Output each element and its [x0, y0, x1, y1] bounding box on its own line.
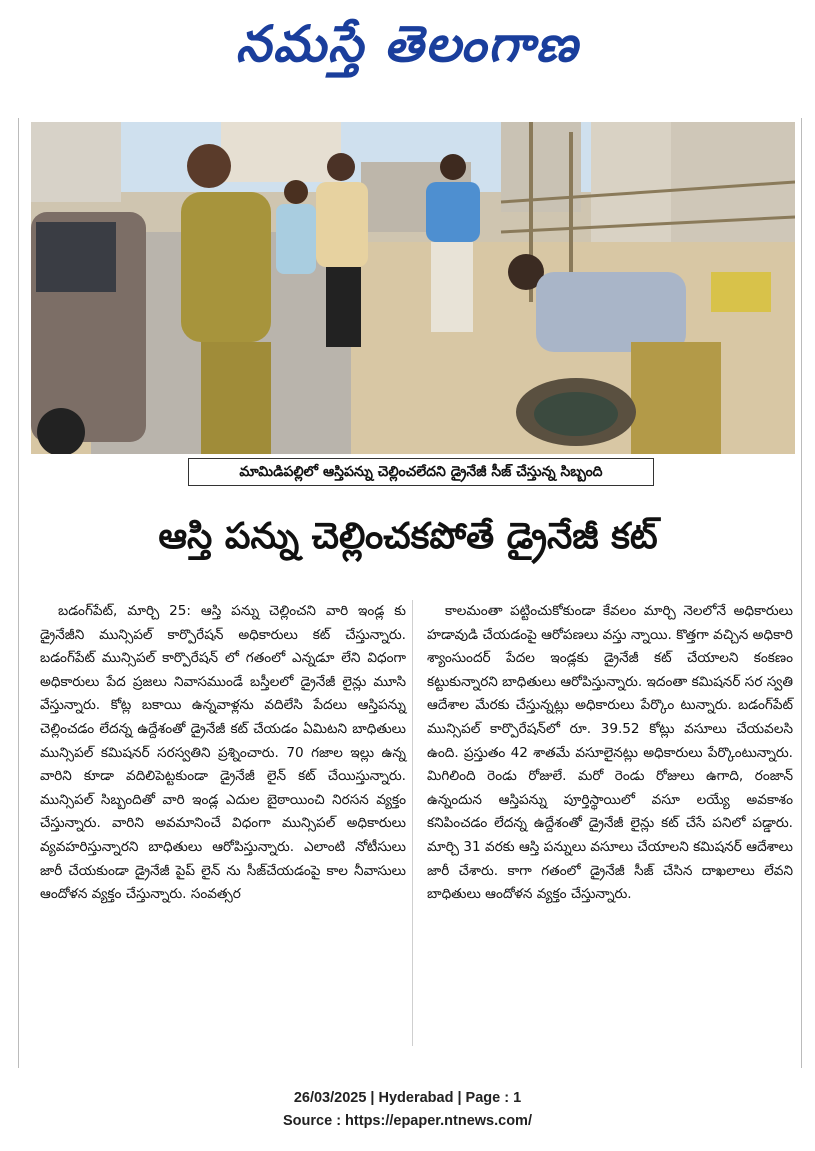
headline: ఆస్తి పన్ను చెల్లించకపోతే డ్రైనేజీ కట్ [158, 516, 658, 557]
article-column-left [40, 600, 406, 907]
column-divider [412, 600, 413, 1046]
footer-date-line: 26/03/2025 | Hyderabad | Page : 1 [293, 1090, 522, 1106]
article-paragraph: కాలమంతా పట్టించుకోకుండా కేవలం మార్చి నెలలోనే అధికారులు హడావుడి చేయడంపై ఆరోపణలు వస్తు న్నాయి. కొత్తగా వచ్చిన అధికారి శ్యాంసుందర్ పేదల ఇండ్లకు డ్రైనేజీ కట్ చేయాలని కంకణం కట్టుకున్నారని బాధితులు ఆరోపిస్తున్నారు. ఇదంతా కమిషనర్ సర స్వతి ఆదేశాల మేరకు చేస్తున్నట్లు అధికారులు పేర్కొం టున్నారు. బడంగ్‌పేట్ మున్సిపల్ కార్పొరేషన్‌లో రూ. 39.52 కోట్లు వసూలు చేయవలసి ఉంది. ప్రస్తుతం 42 శాతమే వసూలైనట్లు అధికారులు పేర్కొంటున్నారు. మిగిలింది రెండు రోజులే. మరో రెండు రోజులు ఉగాది, రంజాన్ ఉన్నందున ఆస్తిపన్ను పూర్తిస్థాయిలో వసూ లయ్యే అవకాశం కనిపించడం లేదన్న ఉద్దేశంతో డ్రైనేజీ లైన్లు కట్ చేసే పనిలో పడ్డారు. మార్చి 31 వరకు ఆస్తి పన్నులు వసూలు చేయాలని కమిషనర్ ఆదేశాలు జారీ చేశారు. కాగా గతంలో డ్రైనేజీ సీజ్ చేసిన దాఖలాలు లేవని బాధితులు ఆందోళన వ్యక్తం చేస్తున్నారు. [427, 603, 793, 903]
masthead [0, 0, 815, 90]
footer-source-line: Source : https://epaper.ntnews.com/ [283, 1113, 532, 1129]
photo-caption: మామిడిపల్లిలో ఆస్తిపన్ను చెల్లించలేదని డ్రైనేజీ సీజ్ చేస్తున్న సిబ్బంది [188, 458, 654, 486]
article-column-right [427, 600, 793, 907]
photo-icon [31, 122, 795, 454]
news-photo [31, 122, 795, 454]
article-paragraph: బడంగ్‌పేట్, మార్చి 25: ఆస్తి పన్ను చెల్లించని వారి ఇండ్ల కు డ్రైనేజీని మున్సిపల్ కార్పొరేషన్ అధికారులు కట్ చేస్తున్నారు. బడంగ్‌పేట్ మున్సిపల్ కార్పొరేషన్ లో గతంలో ఎన్నడూ లేని విధంగా అధికారులు పేద ప్రజలు నివాసముండే బస్తీలలో డ్రైనేజీ లైన్లు మూసి వేస్తున్నారు. కోట్ల బకాయి ఉన్నవాళ్లను వదిలేసి పేదలు ఆస్తిపన్ను చెల్లించడం లేదన్న ఉద్దేశంతో డ్రైనేజీ కట్ చేయడం ఏమిటని బాధితులు మున్సిపల్ కమిషనర్ సరస్వతిని ప్రశ్నించారు. 70 గజాల ఇల్లు ఉన్న వారిని కూడా వదిలిపెట్టకుండా డ్రైనేజీ లైన్ కట్ చేయిస్తున్నారు. మున్సిపల్ సిబ్బందితో వారి ఇండ్ల ఎదుల బైఠాయించి నిరసన వ్యక్తం చేస్తున్నారు. వారిని అవమానించే విధంగా మున్సిపల్ అధికారులు వ్యవహరిస్తున్నారని బాధితులు ఆరోపిస్తున్నారు. ఎలాంటి నోటీసులు జారీ చేయకుండా డ్రైనేజీ పైప్ లైన్ ను సీజ్‌చేయడంపై కాల నీవాసులు ఆందోళన వ్యక్తం చేస్తున్నారు. సంవత్సర [40, 603, 406, 903]
masthead-title: నమస్తే తెలంగాణ [235, 15, 580, 73]
